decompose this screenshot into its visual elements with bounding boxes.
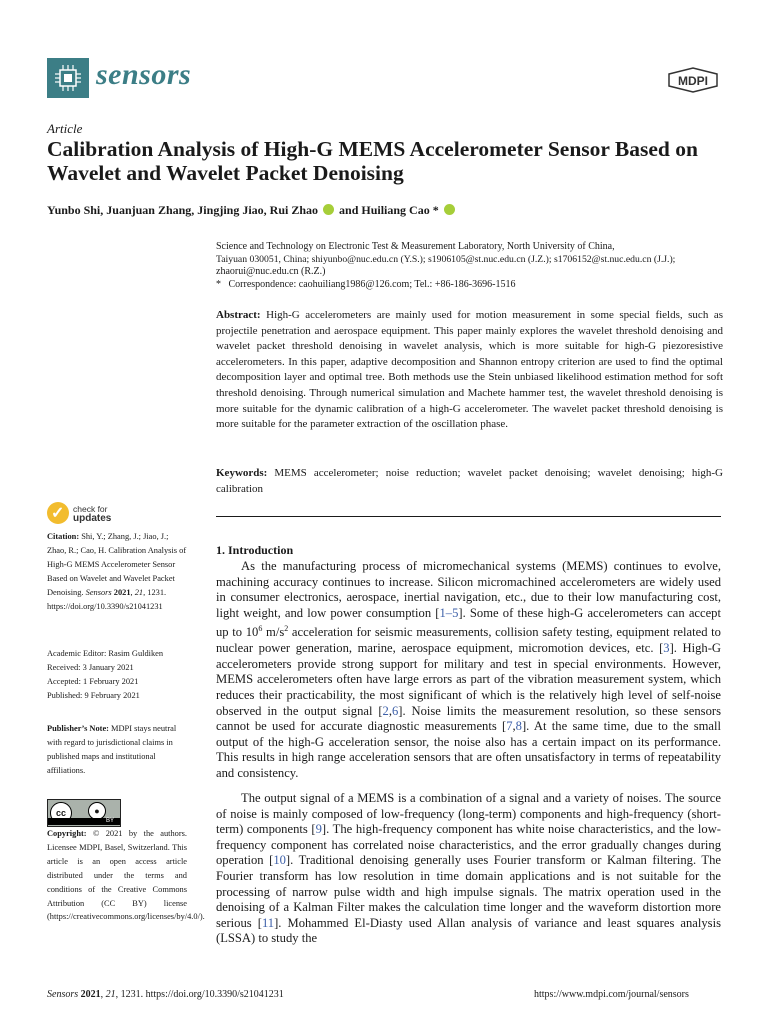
affiliation-line: Science and Technology on Electronic Test & Measurement Laboratory, North University of China, (216, 241, 615, 252)
keywords (216, 466, 723, 497)
text-run: As the manufacturing process of micromechanical systems (MEMS) continues to evolve, machining accuracy continues to increase. Silicon micromachined accelerometers are widely used in consumer electronics, aerospace, inertial navigation, etc., due to their low manufacturing cost, light weight, and low power consumption [ (216, 559, 721, 620)
check-line2: updates (73, 513, 112, 524)
text-run: , (388, 703, 392, 718)
author-list (47, 203, 457, 218)
citation-link[interactable]: 6 (391, 703, 399, 718)
checkmark-icon: ✓ (51, 505, 65, 522)
citation-text: Shi, Y.; Zhang, J.; Jiao, J.; Zhao, R.; Cao, H. Calibration Analysis of High-G MEMS Accelerometer Sensor Based on Wavelet and Wavelet Packet Denoising. (47, 532, 187, 597)
text-run: m/s (262, 625, 285, 640)
cc-icon: cc (50, 802, 72, 824)
citation-link[interactable]: 8 (515, 719, 522, 734)
footer-journal: Sensors (47, 989, 79, 1000)
article-type: Article (47, 121, 83, 136)
dates-block (47, 647, 187, 703)
cc-by-label: BY (48, 818, 120, 825)
keywords-text: MEMS accelerometer; noise reduction; wavelet packet denoising; wavelet denoising; high-G calibration (216, 467, 723, 495)
copyright-block (47, 827, 205, 924)
correspondence: * Correspondence: caohuiliang1986@126.com; Tel.: +86-186-3696-1516 (216, 278, 516, 290)
abstract (216, 308, 723, 433)
person-icon: ● (88, 802, 106, 820)
keywords-label: Keywords: (216, 467, 268, 479)
footer-rest: , 1231. https://doi.org/10.3390/s21041231 (115, 989, 284, 1000)
received-date: Received: 3 January 2021 (47, 662, 134, 672)
affiliation (216, 241, 724, 291)
citation-link[interactable]: 7 (506, 719, 513, 734)
paragraph-2 (216, 791, 721, 947)
citation-link[interactable]: 10 (273, 853, 286, 868)
citation-link[interactable]: 9 (315, 822, 322, 837)
footer-citation: Sensors 2021, 21, 1231. https://doi.org/10.3390/s21041231 (47, 989, 284, 1000)
section-heading: 1. Introduction (216, 543, 294, 557)
footer-year: 2021 (80, 989, 101, 1000)
publisher-note (47, 722, 187, 778)
paragraph-1 (216, 559, 721, 782)
paper-title: Calibration Analysis of High-G MEMS Accelerometer Sensor Based on Wavelet and Wavelet Packet Denoising (47, 137, 698, 185)
text-run: acceleration for seismic measurements, collision safety testing, equipment related to nuclear power generation, marine, aerospace equipment, micromotion devices, etc. [ (216, 625, 721, 656)
citation-link[interactable]: 1–5 (439, 605, 459, 620)
copyright-label: Copyright: (47, 829, 87, 838)
abstract-label: Abstract: (216, 309, 261, 321)
chip-icon (47, 58, 89, 98)
text-run: ]. Traditional denoising generally uses Fourier transform or Kalman filtering. The Fourier transform has low resolution in time domain applications and is not suitable for the processing of narrow pulse width and high impulse signals. The matrix operation used in the denoising of a Kalman Filter makes the calculation time longer and the waveform distortion more serious [ (216, 853, 721, 930)
superscript: 2 (284, 624, 289, 634)
publisher-note-text: MDPI stays neutral with regard to jurisdictional claims in published maps and institutional affiliations. (47, 724, 177, 775)
citation-link[interactable]: 3 (663, 641, 670, 656)
authors-part1: Yunbo Shi, Juanjuan Zhang, Jingjing Jiao, Rui Zhao (47, 203, 319, 217)
journal-logo-icon (47, 58, 89, 98)
affiliation-line: zhaorui@nuc.edu.cn (R.Z.) (216, 266, 326, 277)
text-run: , (512, 719, 516, 734)
check-line1: check for (73, 504, 108, 514)
mdpi-logo-icon (665, 66, 721, 94)
footer-volume: 21 (105, 989, 116, 1000)
citation-link[interactable]: 2 (382, 703, 389, 718)
check-for-updates-badge[interactable] (47, 502, 137, 528)
citation-journal: Sensors (85, 587, 112, 597)
cc-by-license-badge[interactable] (47, 799, 121, 827)
orcid-icon[interactable] (323, 204, 334, 215)
text-run: ]. Mohammed El-Diasty used Allan analysis of variance and least squares analysis (LSSA) to study the (216, 915, 721, 946)
divider (216, 516, 721, 517)
academic-editor: Academic Editor: Rasim Guldiken (47, 649, 164, 658)
text-run: ]. Noise limits the measurement resolution, so these sensors cannot be used for accurate diagnostic measurements [ (216, 703, 721, 734)
affiliation-line: Taiyuan 030051, China; shiyunbo@nuc.edu.cn (Y.S.); s1906105@st.nuc.edu.cn (J.Z.); s1706152@st.nuc.edu.cn (J.J.); (216, 253, 676, 265)
accepted-date: Accepted: 1 February 2021 (47, 676, 139, 686)
citation-link[interactable]: 11 (261, 915, 275, 930)
published-date: Published: 9 February 2021 (47, 690, 140, 700)
citation-block: Citation: Shi, Y.; Zhang, J.; Jiao, J.; Zhao, R.; Cao, H. Calibration Analysis of High-G MEMS Accelerometer Sensor Based on Wavelet and Wavelet Packet Denoising. Sensors 2021, 21, 1231. https://doi.org/10.3390/s21041231 (47, 532, 187, 611)
superscript: 6 (258, 624, 263, 634)
publisher-note-label: Publisher’s Note: (47, 724, 109, 733)
mdpi-logo (665, 66, 721, 94)
authors-part2: and Huiliang Cao * (339, 203, 439, 217)
citation-pages: , 1231. (143, 587, 167, 597)
copyright-text: © 2021 by the authors. Licensee MDPI, Basel, Switzerland. This article is an open access article distributed under the terms and conditions of the Creative Commons Attribution (CC BY) license (https://creativecommons.org/licenses/by/4.0/). (47, 829, 205, 922)
orcid-icon[interactable] (444, 204, 455, 215)
mdpi-logo-text: MDPI (678, 74, 708, 88)
text-run: The output signal of a MEMS is a combination of a signal and a variety of noises. The source of noise is mainly composed of low-frequency (long-term) components and high-frequency (short-term) components [ (216, 791, 721, 837)
abstract-text: High-G accelerometers are mainly used for motion measurement in some special fields, such as projectile penetration and aerospace equipment. This paper mainly explores the wavelet threshold denoising and wavelet packet threshold denoising in wavelet analysis, which is more suitable for high-G piezoresistive accelerometers. In this paper, adaptive decomposition and Shannon entropy criterion are used to find the optimal decomposition layer and optimal tree. Both methods use the Stein unbiased likelihood estimation method for soft threshold denoising. Through numerical simulation and Machete hammer test, the wavelet threshold denoising is more suitable for the dynamic calibration of a high-G accelerometer. The wavelet packet threshold denoising is more suitable for the parameter extraction of the oscillation phase. (216, 309, 723, 431)
citation-year: 2021 (113, 587, 131, 597)
journal-name: sensors (96, 58, 192, 91)
text-run: ]. The high-frequency component has white noise characteristics, and the low-frequency component has correlated noise characteristics, and the error gradually changes during operation [ (216, 822, 721, 868)
citation-volume: 21 (134, 587, 144, 597)
footer-url[interactable]: https://www.mdpi.com/journal/sensors (534, 989, 689, 1000)
text-run: ]. Some of these high-G accelerometers can accept up to 10 (216, 605, 721, 640)
text-run: ]. At the same time, due to the small output of the high-G acceleration sensor, the noise also has a certain impact on its performance. This results in high range acceleration sensors that are often unsatisfactory in terms of repeatability and consistency. (216, 719, 721, 780)
citation-label: Citation: (47, 532, 80, 541)
citation-doi[interactable]: https://doi.org/10.3390/s21041231 (47, 601, 163, 611)
text-run: ]. High-G accelerometers provide strong support for military and test in special environments. However, MEMS accelerometers often have large errors as part of the vibration measurement system, which reduces their practicability, the most significant of which is the relatively high level of self-noise observed in the output signal [ (216, 641, 721, 718)
